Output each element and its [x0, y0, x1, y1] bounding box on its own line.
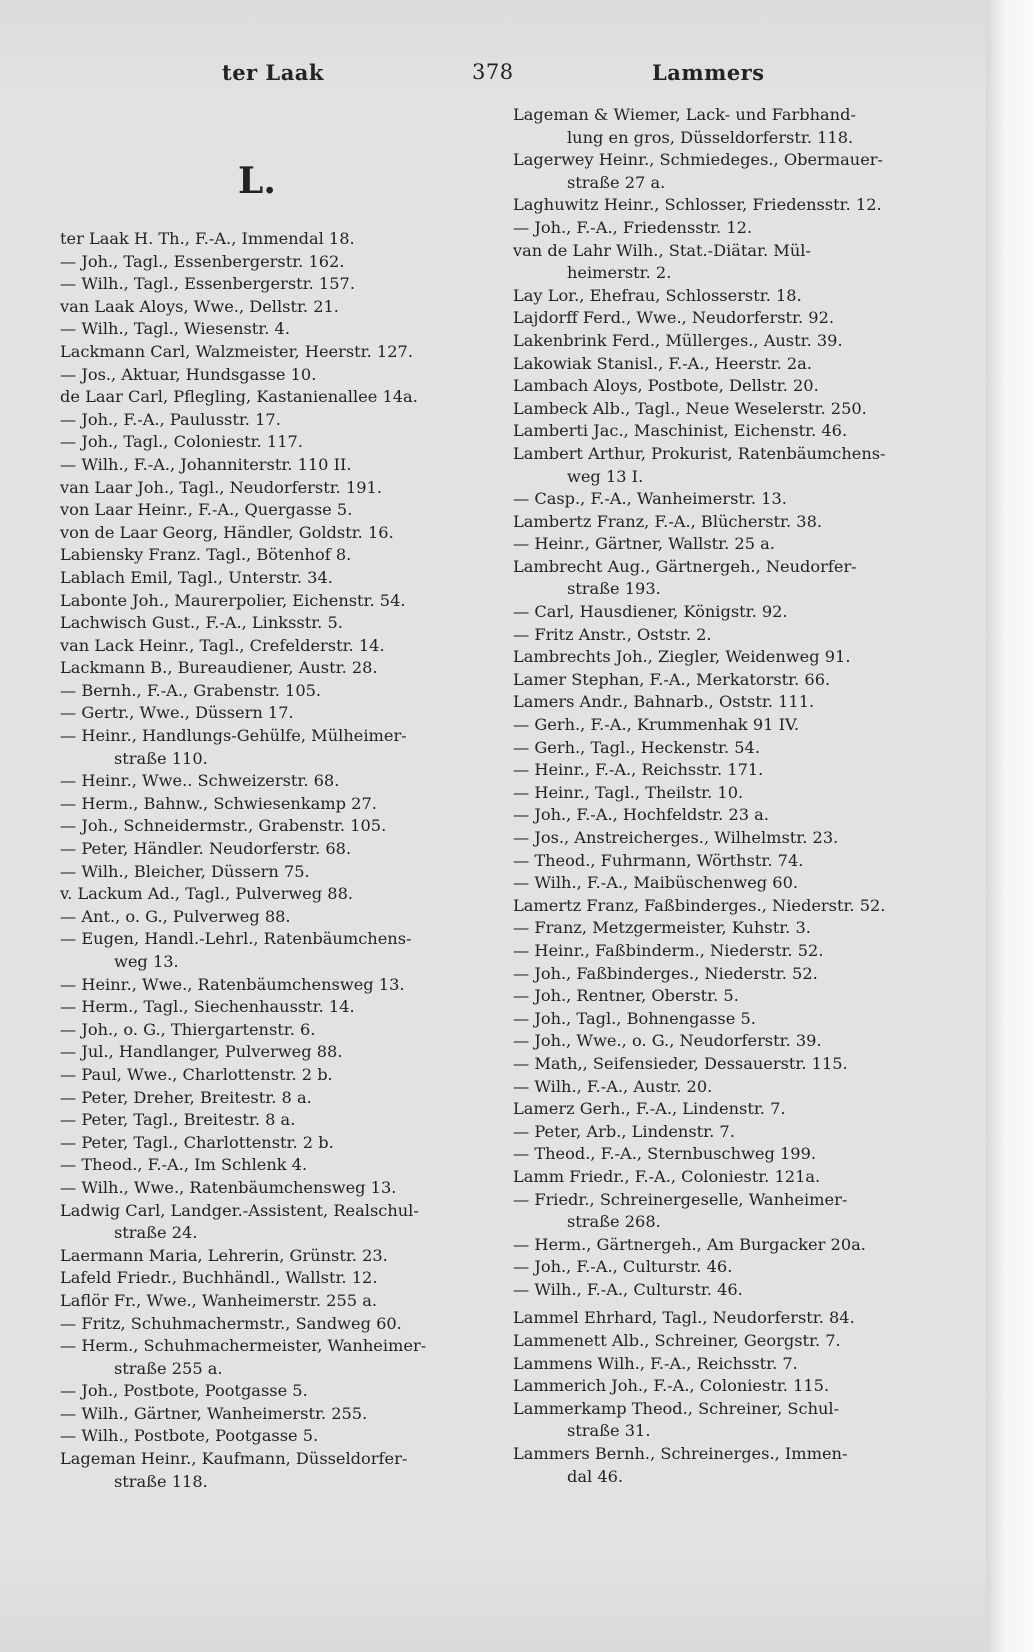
directory-entry: — Jos., Aktuar, Hundsgasse 10. [60, 364, 317, 384]
directory-entry: Lambrechts Joh., Ziegler, Weidenweg 91. [513, 647, 851, 667]
directory-entry: — Peter, Arb., Lindenstr. 7. [513, 1121, 735, 1141]
directory-entry: Lambert Arthur, Prokurist, Ratenbäumchens- [513, 443, 886, 463]
directory-entry: de Laar Carl, Pflegling, Kastanienallee 14a. [60, 387, 418, 407]
directory-entry: — Casp., F.-A., Wanheimerstr. 13. [513, 489, 787, 509]
directory-entry: — Gertr., Wwe., Düssern 17. [60, 703, 294, 723]
directory-entry: — Ant., o. G., Pulverweg 88. [60, 906, 291, 926]
right-column [513, 104, 933, 1488]
directory-entry: Lammerkamp Theod., Schreiner, Schul- [513, 1398, 840, 1418]
directory-entry: — Heinr., Tagl., Theilstr. 10. [513, 782, 744, 802]
directory-entry: — Jul., Handlanger, Pulverweg 88. [60, 1042, 343, 1062]
directory-entry: van de Lahr Wilh., Stat.-Diätar. Mül- [513, 240, 811, 260]
directory-entry: straße 31. [567, 1421, 651, 1441]
directory-entry: — Herm., Schuhmachermeister, Wanheimer- [60, 1336, 427, 1356]
page-number: 378 [472, 60, 514, 84]
directory-entry: Lammers Bernh., Schreinerges., Immen- [513, 1444, 848, 1464]
directory-entry: van Lack Heinr., Tagl., Crefelderstr. 14. [60, 635, 385, 655]
directory-entry: — Joh., Rentner, Oberstr. 5. [513, 986, 739, 1006]
directory-entry: — Herm., Bahnw., Schwiesenkamp 27. [60, 793, 377, 813]
directory-entry: ter Laak H. Th., F.-A., Immendal 18. [60, 229, 355, 248]
directory-entry: — Heinr., Gärtner, Wallstr. 25 a. [513, 534, 775, 554]
directory-entry: Lammerich Joh., F.-A., Coloniestr. 115. [513, 1376, 830, 1396]
directory-entry: Lajdorff Ferd., Wwe., Neudorferstr. 92. [513, 308, 835, 328]
directory-entry: Lamer Stephan, F.-A., Merkatorstr. 66. [513, 669, 831, 689]
directory-entry: — Peter, Tagl., Breitestr. 8 a. [60, 1110, 296, 1130]
directory-entry: straße 118. [114, 1471, 208, 1491]
directory-entry: heimerstr. 2. [567, 263, 672, 283]
directory-entry: Lambeck Alb., Tagl., Neue Weselerstr. 250. [513, 398, 867, 418]
directory-entry: — Paul, Wwe., Charlottenstr. 2 b. [60, 1064, 333, 1084]
directory-entry: — Joh., Faßbinderges., Niederstr. 52. [513, 963, 818, 983]
directory-entry: straße 193. [567, 579, 661, 599]
directory-entry: — Wilh., Tagl., Essenbergerstr. 157. [60, 274, 355, 294]
directory-entry: Lafeld Friedr., Buchhändl., Wallstr. 12. [60, 1268, 378, 1288]
directory-entry: Lackmann Carl, Walzmeister, Heerstr. 127. [60, 341, 413, 361]
directory-entry: — Heinr., Faßbinderm., Niederstr. 52. [513, 940, 824, 960]
directory-entry: Lammel Ehrhard, Tagl., Neudorferstr. 84. [513, 1308, 855, 1328]
directory-entry: Lamerz Gerh., F.-A., Lindenstr. 7. [513, 1099, 786, 1119]
directory-entry: weg 13. [114, 952, 179, 971]
directory-entry: — Theod., Fuhrmann, Wörthstr. 74. [513, 850, 804, 870]
directory-entry: — Joh., F.-A., Hochfeldstr. 23 a. [513, 805, 769, 825]
directory-entry: Lackmann B., Bureaudiener, Austr. 28. [60, 658, 378, 678]
header-right-keyword: Lammers [652, 60, 765, 85]
directory-entry: Lambertz Franz, F.-A., Blücherstr. 38. [513, 511, 823, 531]
directory-entry: — Gerh., F.-A., Krummenhak 91 IV. [513, 715, 800, 735]
directory-entry: Lablach Emil, Tagl., Unterstr. 34. [60, 567, 333, 587]
directory-entry: — Joh., Schneidermstr., Grabenstr. 105. [60, 816, 387, 836]
directory-entry: von de Laar Georg, Händler, Goldstr. 16. [60, 522, 394, 542]
directory-entry: — Heinr., Wwe.. Schweizerstr. 68. [60, 771, 340, 791]
directory-entry: — Theod., F.-A., Im Schlenk 4. [60, 1155, 308, 1175]
directory-entry: — Peter, Tagl., Charlottenstr. 2 b. [60, 1132, 334, 1152]
directory-entry: van Laar Joh., Tagl., Neudorferstr. 191. [60, 477, 382, 497]
directory-entry: Laermann Maria, Lehrerin, Grünstr. 23. [60, 1245, 388, 1265]
directory-entry: Lagerwey Heinr., Schmiedeges., Obermauer- [513, 150, 883, 170]
directory-entry: — Theod., F.-A., Sternbuschweg 199. [513, 1144, 817, 1164]
directory-entry: straße 255 a. [114, 1358, 223, 1378]
directory-entry: — Wilh., Tagl., Wiesenstr. 4. [60, 319, 290, 339]
directory-entry: — Herm., Tagl., Siechenhausstr. 14. [60, 997, 355, 1017]
directory-entry: — Heinr., Handlungs-Gehülfe, Mülheimer- [60, 726, 407, 746]
directory-entry: weg 13 I. [567, 466, 644, 486]
directory-entry: — Wilh., Postbote, Pootgasse 5. [60, 1426, 319, 1446]
directory-entry: Lay Lor., Ehefrau, Schlosserstr. 18. [513, 285, 802, 305]
directory-entry: — Joh., F.-A., Culturstr. 46. [513, 1257, 733, 1277]
directory-entry: straße 110. [114, 748, 208, 768]
directory-entry: lung en gros, Düsseldorferstr. 118. [567, 127, 854, 147]
directory-entry: Lamberti Jac., Maschinist, Eichenstr. 46. [513, 421, 848, 441]
directory-entry: — Joh., Wwe., o. G., Neudorferstr. 39. [513, 1031, 822, 1051]
directory-entry: — Bernh., F.-A., Grabenstr. 105. [60, 680, 322, 700]
directory-entry: Laflör Fr., Wwe., Wanheimerstr. 255 a. [60, 1290, 378, 1310]
directory-entry: dal 46. [567, 1466, 624, 1486]
directory-entry: Lammenett Alb., Schreiner, Georgstr. 7. [513, 1331, 841, 1351]
directory-entry: Lamertz Franz, Faßbinderges., Niederstr. 52. [513, 895, 886, 915]
directory-entry: — Franz, Metzgermeister, Kuhstr. 3. [513, 918, 811, 938]
header-left-keyword: ter Laak [222, 60, 324, 85]
directory-entry: straße 268. [567, 1212, 661, 1232]
directory-entry: Lachwisch Gust., F.-A., Linksstr. 5. [60, 613, 343, 633]
directory-entry: — Fritz Anstr., Oststr. 2. [513, 624, 712, 644]
directory-entry: Lambrecht Aug., Gärtnergeh., Neudorfer- [513, 556, 857, 576]
directory-entry: — Carl, Hausdiener, Königstr. 92. [513, 602, 788, 622]
directory-entry: Lamers Andr., Bahnarb., Oststr. 111. [513, 692, 815, 712]
directory-entry: — Eugen, Handl.-Lehrl., Ratenbäumchens- [60, 929, 412, 949]
directory-entry: Lakenbrink Ferd., Müllerges., Austr. 39. [513, 330, 843, 350]
directory-entry: Labonte Joh., Maurerpolier, Eichenstr. 54. [60, 590, 406, 610]
directory-entry: — Heinr., F.-A., Reichsstr. 171. [513, 760, 764, 780]
directory-entry: — Joh., o. G., Thiergartenstr. 6. [60, 1019, 316, 1039]
directory-entry: Labiensky Franz. Tagl., Bötenhof 8. [60, 545, 352, 565]
scan-edge [986, 0, 1034, 1652]
directory-entry: — Peter, Dreher, Breitestr. 8 a. [60, 1087, 312, 1107]
directory-entry: Lakowiak Stanisl., F.-A., Heerstr. 2a. [513, 353, 812, 373]
directory-entry: van Laak Aloys, Wwe., Dellstr. 21. [60, 296, 339, 316]
directory-entry: — Fritz, Schuhmachermstr., Sandweg 60. [60, 1313, 402, 1333]
section-initial: L. [238, 160, 276, 202]
directory-entry: — Math,, Seifensieder, Dessauerstr. 115. [513, 1053, 848, 1073]
directory-entry: Lamm Friedr., F.-A., Coloniestr. 121a. [513, 1166, 821, 1186]
directory-entry: — Joh., Postbote, Pootgasse 5. [60, 1381, 308, 1401]
directory-entry: — Joh., F.-A., Paulusstr. 17. [60, 409, 281, 429]
directory-entry: — Wilh., Gärtner, Wanheimerstr. 255. [60, 1403, 368, 1423]
directory-entry: Lambach Aloys, Postbote, Dellstr. 20. [513, 376, 819, 396]
directory-entry: — Joh., Tagl., Bohnengasse 5. [513, 1008, 756, 1028]
directory-entry: — Joh., F.-A., Friedensstr. 12. [513, 217, 753, 237]
directory-entry: — Jos., Anstreicherges., Wilhelmstr. 23. [513, 828, 839, 847]
directory-entry: — Joh., Tagl., Essenbergerstr. 162. [60, 251, 345, 271]
directory-entry: — Herm., Gärtnergeh., Am Burgacker 20a. [513, 1234, 866, 1254]
directory-entry: — Joh., Tagl., Coloniestr. 117. [60, 432, 303, 452]
directory-entry: — Wilh., F.-A., Johanniterstr. 110 II. [60, 454, 352, 474]
left-column [60, 228, 480, 1493]
directory-entry: — Friedr., Schreinergeselle, Wanheimer- [513, 1189, 848, 1209]
directory-entry: — Heinr., Wwe., Ratenbäumchensweg 13. [60, 974, 405, 994]
directory-entry: Lageman Heinr., Kaufmann, Düsseldorfer- [60, 1449, 408, 1469]
directory-entry: — Wilh., Wwe., Ratenbäumchensweg 13. [60, 1177, 397, 1197]
directory-entry: — Peter, Händler. Neudorferstr. 68. [60, 839, 352, 859]
directory-entry: — Gerh., Tagl., Heckenstr. 54. [513, 737, 760, 757]
directory-entry: Ladwig Carl, Landger.-Assistent, Realschul- [60, 1200, 419, 1220]
directory-entry: — Wilh., F.-A., Culturstr. 46. [513, 1279, 743, 1299]
page-header [0, 54, 986, 94]
directory-entry: — Wilh., Bleicher, Düssern 75. [60, 861, 310, 881]
directory-entry: straße 27 a. [567, 172, 666, 192]
directory-entry: v. Lackum Ad., Tagl., Pulverweg 88. [60, 884, 354, 904]
directory-entry: Lageman & Wiemer, Lack- und Farbhand- [513, 105, 856, 124]
directory-entry: straße 24. [114, 1223, 198, 1243]
directory-entry: Lammens Wilh., F.-A., Reichsstr. 7. [513, 1353, 798, 1373]
directory-entry: — Wilh., F.-A., Austr. 20. [513, 1076, 713, 1096]
directory-entry: — Wilh., F.-A., Maibüschenweg 60. [513, 873, 799, 893]
directory-entry: Laghuwitz Heinr., Schlosser, Friedensstr. 12. [513, 195, 882, 215]
directory-entry: von Laar Heinr., F.-A., Quergasse 5. [60, 500, 353, 520]
